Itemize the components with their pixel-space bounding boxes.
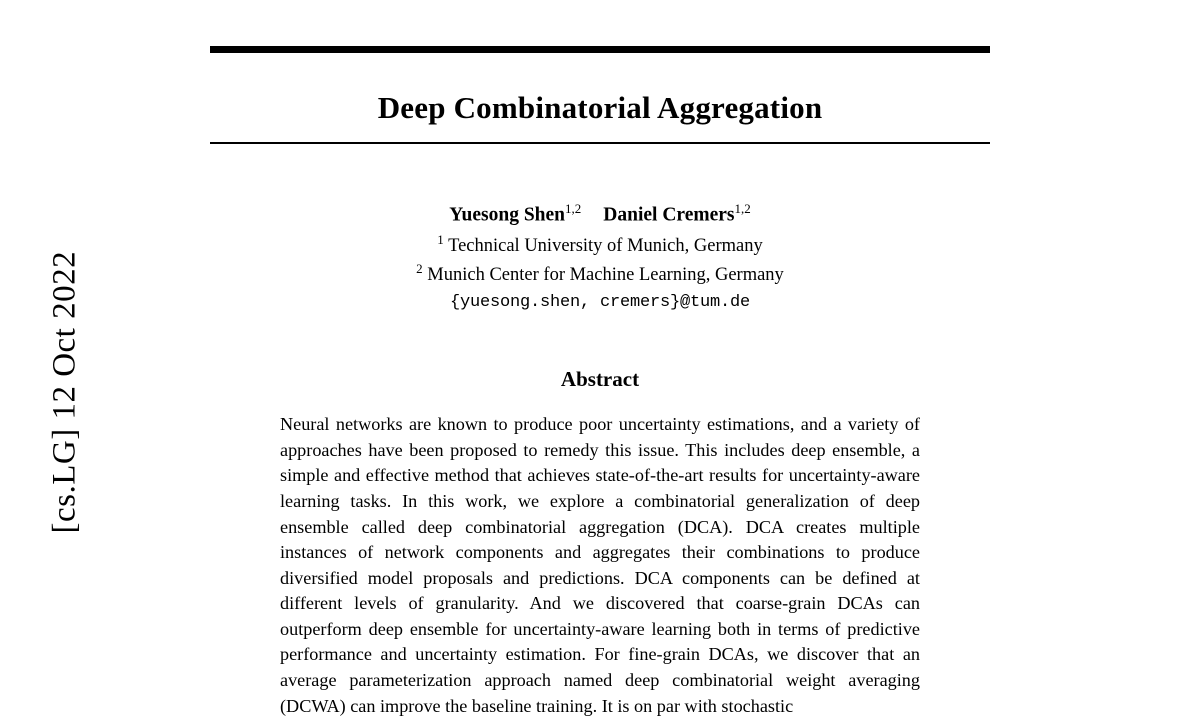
affiliation-2 bbox=[210, 260, 990, 288]
abstract-paragraph: Neural networks are known to produce poor uncertainty estimations, and a variety of approaches have been proposed to remedy this issue. This includes deep ensemble, a simple and effective method that achieves state-of-the-art results for uncertainty-aware learning tasks. In this work, we explore a combinatorial generalization of deep ensemble called deep combinatorial aggregation (DCA). DCA creates multiple instances of network components and aggregates their combinations to produce diversified model proposals and predictions. DCA components can be defined at different levels of granularity. And we discovered that coarse-grain DCAs can outperform deep ensemble for uncertainty-aware learning both in terms of predictive performance and uncertainty estimation. For fine-grain DCAs, we discover that an average parameterization approach named deep combinatorial weight averaging (DCWA) can improve the baseline training. It is on par with stochastic bbox=[280, 414, 920, 716]
affiliation-2-text: Munich Center for Machine Learning, Germany bbox=[427, 264, 784, 285]
abstract-heading: Abstract bbox=[560, 367, 640, 392]
affiliation-2-mark: 2 bbox=[416, 260, 423, 276]
author-1-affiliation-marks: 1,2 bbox=[565, 201, 582, 217]
arxiv-stamp-text: [cs.LG] 12 Oct 2022 bbox=[46, 250, 83, 534]
page-title: Deep Combinatorial Aggregation bbox=[377, 90, 823, 125]
affiliation-1 bbox=[210, 231, 990, 259]
title-rule-bottom bbox=[210, 142, 990, 144]
affiliation-1-text: Technical University of Munich, Germany bbox=[448, 236, 763, 257]
arxiv-vertical-stamp bbox=[0, 0, 100, 648]
author-2-affiliation-marks: 1,2 bbox=[734, 201, 751, 217]
authors-block bbox=[210, 200, 990, 315]
author-names bbox=[210, 200, 990, 229]
contact-email: {yuesong.shen, cremers}@tum.de bbox=[449, 293, 751, 313]
author-1-name: Yuesong Shen bbox=[449, 204, 566, 226]
author-2-name: Daniel Cremers bbox=[603, 204, 735, 226]
paper-page bbox=[210, 0, 990, 716]
abstract-body bbox=[280, 412, 920, 719]
affiliation-1-mark: 1 bbox=[437, 232, 444, 248]
title-rule-top bbox=[210, 46, 990, 53]
